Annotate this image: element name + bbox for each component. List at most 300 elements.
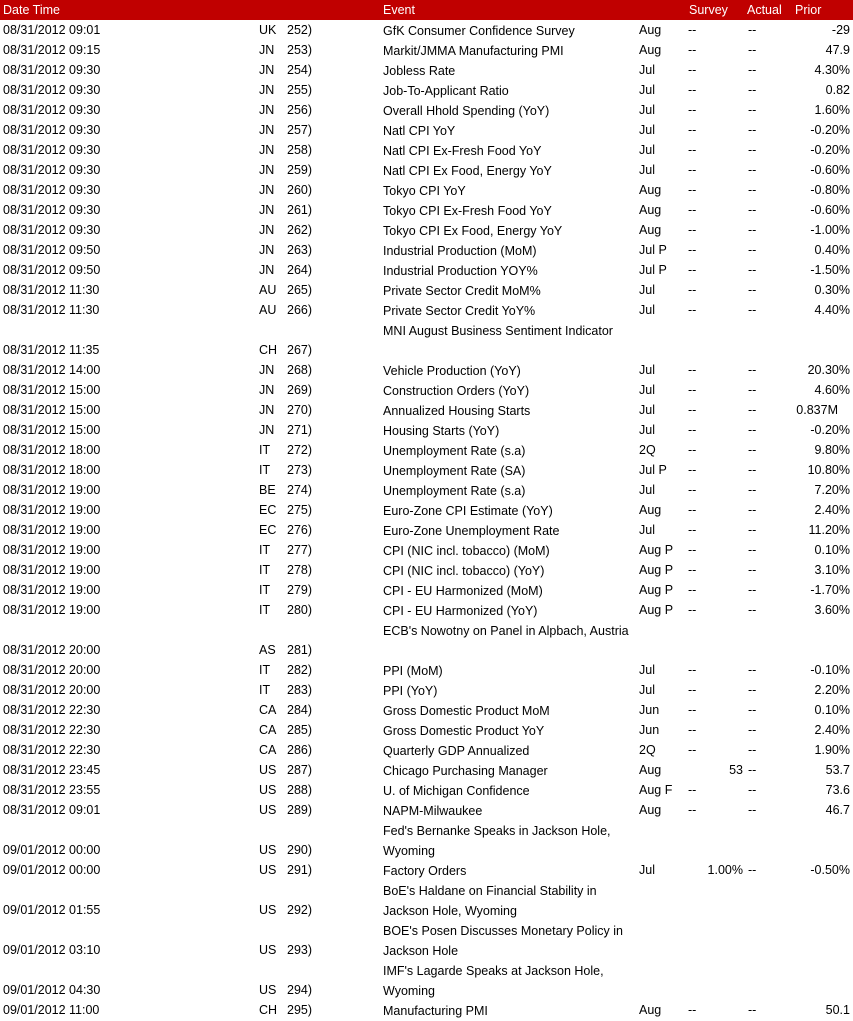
cell-survey: -- [688,43,697,57]
cell-actual: -- [748,263,757,277]
table-row [0,101,853,121]
cell-survey: -- [688,243,697,257]
cell-prior: -0.60% [810,203,850,217]
cell-date-time: 08/31/2012 19:00 [3,563,101,577]
cell-ticker-index: 266) [287,303,313,317]
cell-prior: 47.9 [825,43,850,57]
cell-actual: -- [748,43,757,57]
cell-survey: -- [688,303,697,317]
cell-event: Tokyo CPI Ex Food, Energy YoY [383,224,563,238]
table-row [0,381,853,401]
cell-country: JN [259,83,275,97]
cell-date-time: 09/01/2012 01:55 [3,903,101,917]
cell-period: Jul [639,863,655,877]
cell-event: Private Sector Credit YoY% [383,304,536,318]
cell-country: IT [259,603,271,617]
cell-period: Aug [639,763,662,777]
table-row [0,661,853,681]
cell-event: Manufacturing PMI [383,1004,488,1018]
cell-prior: -0.10% [810,663,850,677]
cell-ticker-index: 272) [287,443,313,457]
cell-actual: -- [748,83,757,97]
cell-ticker-index: 263) [287,243,313,257]
cell-actual: -- [748,363,757,377]
cell-ticker-index: 252) [287,23,313,37]
cell-prior: 0.837M [796,403,838,417]
table-row [0,1001,853,1021]
cell-event: Markit/JMMA Manufacturing PMI [383,44,564,58]
table-row [0,321,853,361]
cell-period: Jul [639,143,655,157]
table-row [0,421,853,441]
cell-event: Natl CPI Ex Food, Energy YoY [383,164,552,178]
cell-ticker-index: 255) [287,83,313,97]
cell-country: JN [259,383,275,397]
cell-survey: -- [688,503,697,517]
cell-event: CPI - EU Harmonized (YoY) [383,604,538,618]
cell-event: NAPM-Milwaukee [383,804,483,818]
cell-event: Construction Orders (YoY) [383,384,530,398]
cell-ticker-index: 281) [287,643,313,657]
cell-survey: -- [688,103,697,117]
table-row [0,861,853,881]
header-date-time: Date Time [3,3,60,17]
cell-survey: -- [688,703,697,717]
cell-date-time: 09/01/2012 11:00 [3,1003,100,1017]
header-actual: Actual [747,3,782,17]
cell-actual: -- [748,23,757,37]
cell-prior: 2.40% [814,503,850,517]
table-row [0,781,853,801]
cell-ticker-index: 284) [287,703,313,717]
cell-actual: -- [748,763,757,777]
cell-country: CA [259,743,277,757]
cell-event: Natl CPI YoY [383,124,456,138]
cell-survey: -- [688,723,697,737]
cell-prior: 3.10% [814,563,850,577]
cell-survey: -- [688,1003,697,1017]
cell-actual: -- [748,143,757,157]
cell-prior: -0.20% [810,143,850,157]
cell-event: Industrial Production YOY% [383,264,538,278]
cell-actual: -- [748,243,757,257]
cell-country: US [259,843,277,857]
cell-survey: -- [688,383,697,397]
cell-country: UK [259,23,277,37]
table-row [0,201,853,221]
table-row [0,41,853,61]
cell-ticker-index: 264) [287,263,313,277]
cell-country: JN [259,423,275,437]
table-row [0,921,853,961]
cell-prior: 0.30% [814,283,850,297]
cell-period: Aug [639,43,662,57]
cell-prior: 7.20% [814,483,850,497]
table-row [0,961,853,1001]
cell-ticker-index: 271) [287,423,313,437]
cell-country: CA [259,723,277,737]
cell-date-time: 08/31/2012 09:30 [3,183,101,197]
cell-prior: 10.80% [807,463,850,477]
cell-prior: 4.60% [814,383,850,397]
cell-event: Industrial Production (MoM) [383,244,537,258]
table-row [0,141,853,161]
cell-prior: 53.7 [825,763,850,777]
cell-actual: -- [748,863,757,877]
cell-survey: -- [688,403,697,417]
cell-date-time: 08/31/2012 22:30 [3,703,101,717]
cell-date-time: 08/31/2012 09:30 [3,103,101,117]
cell-period: Jul [639,663,655,677]
cell-survey: -- [688,203,697,217]
cell-country: IT [259,543,271,557]
cell-date-time: 08/31/2012 09:30 [3,203,101,217]
cell-date-time: 08/31/2012 11:30 [3,303,100,317]
cell-actual: -- [748,683,757,697]
table-row [0,61,853,81]
cell-prior: 4.40% [814,303,850,317]
cell-country: AU [259,303,277,317]
cell-period: Jun [639,723,660,737]
cell-actual: -- [748,303,757,317]
cell-ticker-index: 286) [287,743,313,757]
cell-event: Gross Domestic Product MoM [383,704,550,718]
cell-survey: -- [688,743,697,757]
cell-period: Jul [639,163,655,177]
cell-prior: 4.30% [814,63,850,77]
cell-date-time: 08/31/2012 19:00 [3,483,101,497]
cell-prior: 9.80% [814,443,850,457]
cell-survey: -- [688,663,697,677]
cell-event: Private Sector Credit MoM% [383,284,541,298]
cell-country: IT [259,663,271,677]
cell-ticker-index: 257) [287,123,313,137]
table-row [0,401,853,421]
cell-date-time: 08/31/2012 09:50 [3,243,101,257]
cell-survey: -- [688,483,697,497]
cell-date-time: 08/31/2012 23:55 [3,783,101,797]
cell-period: 2Q [639,743,656,757]
cell-ticker-index: 259) [287,163,313,177]
cell-country: IT [259,583,271,597]
cell-actual: -- [748,543,757,557]
table-row [0,561,853,581]
cell-ticker-index: 267) [287,343,313,357]
cell-ticker-index: 265) [287,283,313,297]
cell-event: GfK Consumer Confidence Survey [383,24,575,38]
table-row [0,601,853,621]
cell-prior: -1.50% [810,263,850,277]
cell-period: Aug [639,23,662,37]
cell-period: Jul [639,383,655,397]
table-row [0,721,853,741]
cell-survey: -- [688,803,697,817]
cell-country: JN [259,223,275,237]
cell-prior: -1.00% [810,223,850,237]
cell-date-time: 08/31/2012 09:30 [3,83,101,97]
table-row [0,501,853,521]
cell-ticker-index: 270) [287,403,313,417]
table-row [0,541,853,561]
cell-period: Jul P [639,263,667,277]
table-row [0,181,853,201]
cell-survey: -- [688,183,697,197]
cell-ticker-index: 293) [287,943,313,957]
cell-actual: -- [748,383,757,397]
cell-date-time: 08/31/2012 19:00 [3,503,101,517]
cell-actual: -- [748,443,757,457]
cell-ticker-index: 295) [287,1003,313,1017]
cell-date-time: 08/31/2012 15:00 [3,403,101,417]
cell-event: CPI - EU Harmonized (MoM) [383,584,543,598]
cell-survey: -- [688,523,697,537]
cell-prior: 2.20% [814,683,850,697]
cell-country: IT [259,463,271,477]
cell-period: Jul [639,63,655,77]
cell-actual: -- [748,223,757,237]
cell-date-time: 08/31/2012 09:01 [3,23,101,37]
cell-survey: 53 [729,763,743,777]
cell-actual: -- [748,723,757,737]
cell-event: Euro-Zone CPI Estimate (YoY) [383,504,553,518]
cell-period: Jul [639,83,655,97]
cell-period: Jul P [639,243,667,257]
table-row [0,121,853,141]
table-row [0,441,853,461]
cell-survey: -- [688,123,697,137]
cell-prior: 46.7 [825,803,850,817]
cell-prior: 73.6 [825,783,850,797]
cell-ticker-index: 275) [287,503,313,517]
cell-event: Unemployment Rate (s.a) [383,484,526,498]
cell-date-time: 08/31/2012 09:15 [3,43,101,57]
cell-country: JN [259,203,275,217]
cell-prior: -0.60% [810,163,850,177]
cell-date-time: 08/31/2012 19:00 [3,523,101,537]
cell-period: 2Q [639,443,656,457]
cell-event: BoE's Haldane on Financial Stability in Jackson Hole, Wyoming [383,884,597,918]
cell-date-time: 08/31/2012 09:30 [3,223,101,237]
table-row [0,801,853,821]
table-row [0,581,853,601]
cell-period: Jun [639,703,660,717]
cell-prior: 1.90% [814,743,850,757]
cell-actual: -- [748,63,757,77]
table-row [0,621,853,661]
cell-date-time: 08/31/2012 11:35 [3,343,100,357]
cell-event: PPI (YoY) [383,684,438,698]
cell-event: BOE's Posen Discusses Monetary Policy in Jackson Hole [383,924,623,958]
cell-actual: -- [748,563,757,577]
cell-actual: -- [748,483,757,497]
cell-country: CH [259,343,278,357]
table-header [0,0,853,20]
cell-actual: -- [748,743,757,757]
table-row [0,461,853,481]
cell-event: CPI (NIC incl. tobacco) (YoY) [383,564,545,578]
cell-event: Factory Orders [383,864,467,878]
cell-period: Aug F [639,783,673,797]
header-event: Event [383,3,415,17]
cell-country: US [259,943,277,957]
cell-period: Aug P [639,543,674,557]
cell-country: IT [259,443,271,457]
cell-ticker-index: 274) [287,483,313,497]
cell-actual: -- [748,283,757,297]
cell-survey: -- [688,83,697,97]
cell-event: Job-To-Applicant Ratio [383,84,509,98]
cell-period: Jul [639,283,655,297]
cell-actual: -- [748,163,757,177]
cell-actual: -- [748,783,757,797]
cell-date-time: 09/01/2012 00:00 [3,843,101,857]
cell-prior: 3.60% [814,603,850,617]
table-row [0,821,853,861]
cell-date-time: 08/31/2012 14:00 [3,363,101,377]
cell-prior: 20.30% [807,363,850,377]
cell-prior: -0.50% [810,863,850,877]
cell-date-time: 08/31/2012 20:00 [3,663,101,677]
cell-prior: 11.20% [808,523,850,537]
cell-date-time: 08/31/2012 15:00 [3,383,101,397]
table-row [0,281,853,301]
cell-event: Euro-Zone Unemployment Rate [383,524,560,538]
cell-country: US [259,763,277,777]
cell-event: ECB's Nowotny on Panel in Alpbach, Austria [383,624,629,638]
cell-country: JN [259,103,275,117]
table-row [0,361,853,381]
cell-date-time: 08/31/2012 09:30 [3,163,101,177]
cell-country: EC [259,503,277,517]
cell-actual: -- [748,603,757,617]
cell-survey: -- [688,543,697,557]
table-row [0,521,853,541]
cell-ticker-index: 254) [287,63,313,77]
cell-date-time: 08/31/2012 20:00 [3,683,101,697]
cell-actual: -- [748,423,757,437]
cell-period: Aug [639,223,662,237]
cell-prior: 0.82 [825,83,850,97]
cell-ticker-index: 258) [287,143,313,157]
cell-country: JN [259,243,275,257]
cell-actual: -- [748,503,757,517]
cell-period: Jul [639,423,655,437]
cell-date-time: 08/31/2012 09:30 [3,63,101,77]
cell-event: U. of Michigan Confidence [383,784,530,798]
cell-survey: -- [688,603,697,617]
cell-ticker-index: 261) [287,203,313,217]
cell-period: Aug [639,1003,662,1017]
cell-ticker-index: 253) [287,43,313,57]
cell-event: Vehicle Production (YoY) [383,364,521,378]
cell-period: Aug [639,203,662,217]
cell-survey: -- [688,223,697,237]
cell-ticker-index: 282) [287,663,313,677]
cell-country: JN [259,163,275,177]
cell-country: JN [259,183,275,197]
cell-ticker-index: 260) [287,183,313,197]
cell-period: Jul P [639,463,667,477]
cell-prior: 0.10% [814,543,850,557]
table-row [0,81,853,101]
cell-date-time: 08/31/2012 22:30 [3,723,101,737]
cell-date-time: 08/31/2012 19:00 [3,543,101,557]
cell-ticker-index: 277) [287,543,313,557]
table-row [0,701,853,721]
cell-date-time: 08/31/2012 09:01 [3,803,101,817]
cell-ticker-index: 269) [287,383,313,397]
cell-event: CPI (NIC incl. tobacco) (MoM) [383,544,550,558]
cell-prior: -0.80% [810,183,850,197]
cell-date-time: 08/31/2012 09:30 [3,143,101,157]
cell-country: US [259,903,277,917]
cell-country: JN [259,363,275,377]
table-row [0,261,853,281]
cell-date-time: 08/31/2012 20:00 [3,643,101,657]
cell-prior: 0.10% [814,703,850,717]
cell-country: JN [259,263,275,277]
cell-date-time: 08/31/2012 19:00 [3,583,101,597]
header-survey: Survey [689,3,728,17]
cell-survey: -- [688,583,697,597]
cell-ticker-index: 289) [287,803,313,817]
cell-survey: -- [688,63,697,77]
cell-actual: -- [748,803,757,817]
table-row [0,161,853,181]
cell-event: IMF's Lagarde Speaks at Jackson Hole, Wyoming [383,964,604,998]
cell-ticker-index: 256) [287,103,313,117]
cell-period: Aug P [639,603,674,617]
cell-prior: 0.40% [814,243,850,257]
cell-period: Jul [639,523,655,537]
cell-date-time: 09/01/2012 00:00 [3,863,101,877]
cell-survey: -- [688,563,697,577]
cell-date-time: 08/31/2012 09:30 [3,123,101,137]
table-row [0,881,853,921]
cell-ticker-index: 262) [287,223,313,237]
cell-country: CA [259,703,277,717]
cell-event: MNI August Business Sentiment Indicator [383,324,613,338]
cell-date-time: 08/31/2012 18:00 [3,463,101,477]
cell-country: IT [259,683,271,697]
cell-actual: -- [748,103,757,117]
cell-country: JN [259,403,275,417]
table-row [0,221,853,241]
cell-actual: -- [748,463,757,477]
cell-survey: -- [688,163,697,177]
cell-ticker-index: 280) [287,603,313,617]
cell-event: Tokyo CPI YoY [383,184,466,198]
cell-survey: -- [688,263,697,277]
table-row [0,301,853,321]
cell-ticker-index: 268) [287,363,313,377]
cell-ticker-index: 292) [287,903,313,917]
cell-ticker-index: 294) [287,983,313,997]
cell-date-time: 08/31/2012 18:00 [3,443,101,457]
cell-period: Aug [639,503,662,517]
cell-event: Annualized Housing Starts [383,404,531,418]
cell-date-time: 08/31/2012 09:50 [3,263,101,277]
cell-event: Housing Starts (YoY) [383,424,500,438]
cell-prior: 50.1 [825,1003,850,1017]
cell-ticker-index: 276) [287,523,313,537]
cell-actual: -- [748,663,757,677]
cell-actual: -- [748,523,757,537]
cell-event: Unemployment Rate (s.a) [383,444,526,458]
cell-survey: 1.00% [707,863,743,877]
cell-period: Jul [639,683,655,697]
cell-survey: -- [688,463,697,477]
